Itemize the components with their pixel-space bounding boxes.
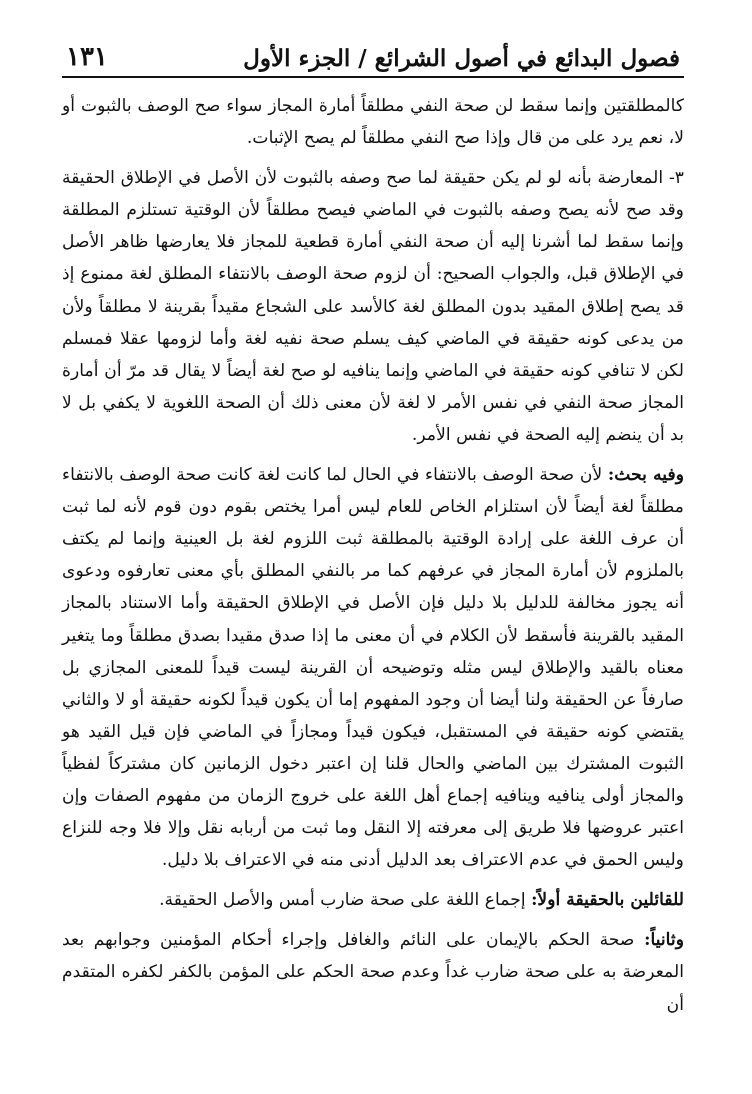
paragraph-2 bbox=[62, 162, 684, 451]
paragraph-lead: وفيه بحث: bbox=[607, 465, 684, 486]
paragraph-4 bbox=[62, 884, 684, 916]
paragraph-text: صحة الحكم بالإيمان على النائم والغافل وإجراء أحكام المؤمنين وجوابهم بعد المعرضة به على صحة ضارب غداً وعدم صحة الحكم على المؤمن بالكفر لكفره المتقدم أن bbox=[62, 930, 684, 1015]
paragraph-text: لأن صحة الوصف بالانتفاء في الحال لما كانت لغة كانت صحة الوصف بالانتفاء مطلقاً لغة أيضاً لأن استلزام الخاص للعام ليس أمرا يختص بقوم دون قوم لأنه لما ثبت أن عرف اللغة على إرادة الوقتية بالمطلقة ثبت اللزوم لغة بل العينية وإنما لم يكتف بالملزوم لأن أمارة المجاز في عرفهم كما مر بالنفي المطلق بأي معنى تعارفوه ودعوى أنه يجوز مخالفة للدليل بلا دليل فإن الأصل في الإطلاق الحقيقة وأما الاستناد بالمجاز المقيد بالقرينة فأسقط لأن الكلام في أن معنى ما إذا صدق مقيدا بصدق مطلقاً وما يتغير معناه بالقيد والإطلاق ليس مثله وتوضيحه أن القرينة ليست قيداً للمعنى المجازي بل صارفاً عن الحقيقة ولنا أيضا أن وجود المفهوم إما أن يكون قيداً لكونه حقيقة أو لا والثاني يقتضي كونه حقيقة في المستقبل، فيكون قيداً ومجازاً في الماضي فإن قيل القيد هو الثبوت المشترك بين الماضي والحال قلنا إن اعتبر دخول الزمانين كان مشتركاً لفظياً والمجاز أولى ينافيه وينافيه إجماع أهل اللغة على خروج الزمان من مفهوم الصفات وإن اعتبر عروضها فلا طريق إلى معرفته إلا النقل وما ثبت من أربابه نقل وإلا فلا وجه للنزاع وليس الحمق في عدم الاعتراف بعد الدليل أدنى منه في الاعتراف بلا دليل. bbox=[62, 465, 684, 871]
running-title: فصول البدائع في أصول الشرائع / الجزء الأول bbox=[243, 45, 680, 72]
page-body bbox=[62, 90, 684, 1021]
paragraph-text: ٣- المعارضة بأنه لو لم يكن حقيقة لما صح وصفه بالثبوت لأن الأصل في الإطلاق الحقيقة وقد صح لأنه يصح وصفه بالثبوت في الماضي فيصح مطلقاً لأن الوقتية تستلزم المطلقة وإنما سقط لما أشرنا إليه أن صحة النفي أمارة قطعية للمجاز فلا يعارضها ظاهر الأصل في الإطلاق قبل، والجواب الصحيح: أن لزوم صحة الوصف بالانتفاء المطلق لغة ممنوع إذ قد يصح إطلاق المقيد بدون المطلق لغة كالأسد على الشجاع مقيداً بقرينة لا مطلقاً ولأن من يدعى كونه حقيقة في الماضي كيف يسلم صحة نفيه لغة وأما لزومها عقلا فمسلم لكن لا تنافي كونه حقيقة في الماضي وإنما ينافيه لو صح لغة أيضاً لا يقال قد مرّ أن أمارة المجاز صحة النفي في نفس الأمر لا لغة لأن معنى ذلك أن الصحة اللغوية لا يكفي بل لا بد أن ينضم إليه الصحة في نفس الأمر. bbox=[62, 168, 684, 445]
page-header bbox=[62, 30, 684, 78]
paragraph-text: إجماع اللغة على صحة ضارب أمس والأصل الحقيقة. bbox=[159, 890, 532, 911]
page-number: ١٣١ bbox=[66, 42, 108, 72]
paragraph-5 bbox=[62, 924, 684, 1020]
paragraph-lead: وثانياً: bbox=[644, 930, 684, 951]
paragraph-1 bbox=[62, 90, 684, 154]
paragraph-lead: للقائلين بالحقيقة أولاً: bbox=[531, 890, 684, 911]
paragraph-text: كالمطلقتين وإنما سقط لن صحة النفي مطلقاً أمارة المجاز سواء صح الوصف بالثبوت أو لا، نعم يرد على من قال وإذا صح النفي مطلقاً لم يصح الإثبات. bbox=[62, 96, 684, 149]
paragraph-3 bbox=[62, 459, 684, 876]
